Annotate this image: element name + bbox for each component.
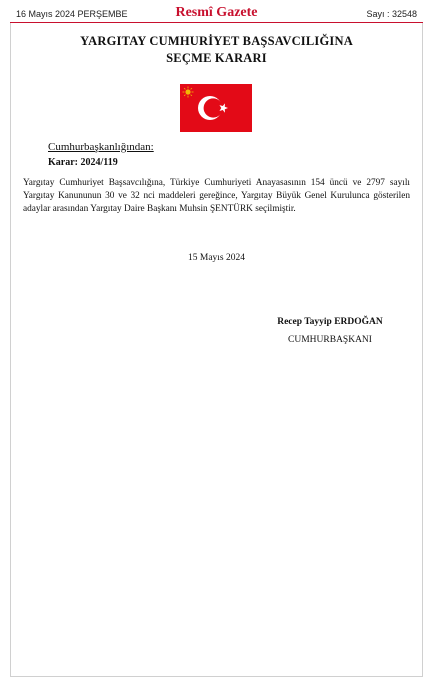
gazette-header [0, 0, 433, 24]
title-line-1: YARGITAY CUMHURİYET BAŞSAVCILIĞINA [80, 34, 353, 48]
decision-number: Karar: 2024/119 [48, 157, 118, 168]
decision-body-text: Yargıtay Cumhuriyet Başsavcılığına, Türkiye Cumhuriyeti Anayasasının 154 üncü ve 2797 sayılı Yargıtay Kanununun 30 ve 32 nci maddeleri gereğince, Yargıtay Büyük Genel Kurulunca gösterilen adaylar arasından Yargıtay Daire Başkanı Muhsin ŞENTÜRK seçilmiştir. [23, 178, 410, 214]
document-title [0, 33, 433, 67]
emblem-sun-icon [183, 87, 194, 98]
signer-name: Recep Tayyip ERDOĞAN [277, 317, 383, 327]
gazette-title: Resmî Gazete [175, 5, 258, 20]
decision-date: 15 Mayıs 2024 [188, 253, 245, 263]
signer-title: CUMHURBAŞKANI [288, 335, 372, 345]
turkish-flag-with-emblem-icon [180, 84, 252, 132]
issue-number: Sayı : 32548 [366, 9, 417, 19]
issue-date: 16 Mayıs 2024 PERŞEMBE [16, 9, 128, 19]
header-rule [10, 22, 423, 23]
title-line-2: SEÇME KARARI [166, 51, 267, 65]
issuing-authority: Cumhurbaşkanlığından: [48, 141, 154, 153]
